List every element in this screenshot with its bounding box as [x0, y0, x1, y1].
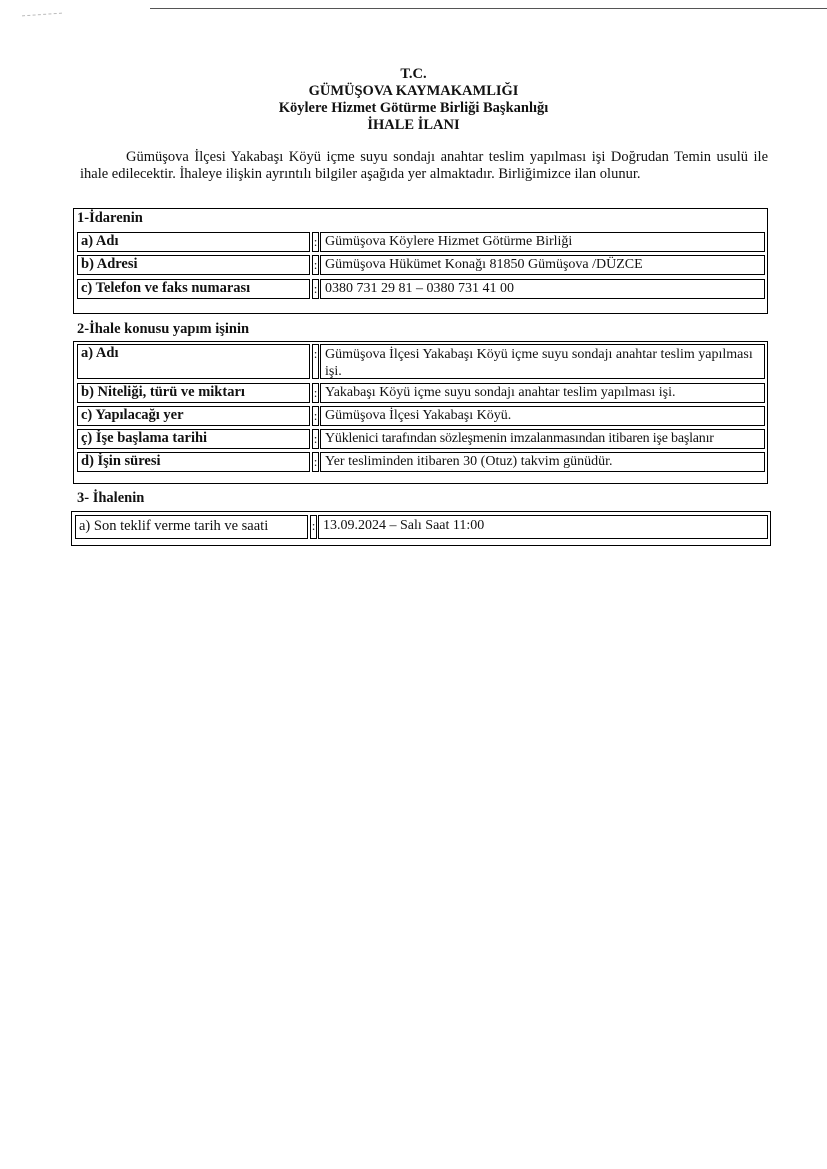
row-value: Yüklenici tarafından sözleşmenin imzalanmasından itibaren işe başlanır [320, 429, 765, 449]
row-label: ç) İşe başlama tarihi [77, 429, 310, 449]
section3-table [71, 511, 771, 546]
row-label: a) Adı [77, 232, 310, 252]
table-row [77, 232, 765, 252]
section2-table [73, 341, 768, 484]
table-row [77, 452, 765, 472]
table-row [77, 406, 765, 426]
table-row [77, 344, 765, 379]
row-colon: : [312, 406, 319, 426]
row-value: Yer tesliminden itibaren 30 (Otuz) takvim günüdür. [320, 452, 765, 472]
row-value: Gümüşova İlçesi Yakabaşı Köyü. [320, 406, 765, 426]
row-colon: : [312, 429, 319, 449]
scan-artifact [22, 13, 62, 17]
header-ihale-ilani: İHALE İLANI [367, 117, 460, 133]
header-kaymakamlik: GÜMÜŞOVA KAYMAKAMLIĞI [308, 83, 519, 99]
row-colon: : [312, 279, 319, 299]
intro-text: Gümüşova İlçesi Yakabaşı Köyü içme suyu sondajı anahtar teslim yapılması işi Doğrudan Temin usulü ile ihale edilecektir. İhaleye ilişkin ayrıntılı bilgiler aşağıda yer almaktadır. Birliğimizce ilan olunur. [80, 149, 768, 182]
scan-top-border [150, 8, 827, 9]
row-value: Gümüşova Hükümet Konağı 81850 Gümüşova /DÜZCE [320, 255, 765, 275]
row-colon: : [310, 515, 317, 539]
row-value: Gümüşova İlçesi Yakabaşı Köyü içme suyu sondajı anahtar teslim yapılması işi. [320, 344, 765, 379]
row-colon: : [312, 232, 319, 252]
row-label: c) Yapılacağı yer [77, 406, 310, 426]
row-value: Yakabaşı Köyü içme suyu sondajı anahtar teslim yapılması işi. [320, 383, 765, 403]
section2-title: 2-İhale konusu yapım işinin [77, 321, 250, 337]
table-row [77, 429, 765, 449]
section3-title: 3- İhalenin [77, 490, 145, 506]
row-value: 13.09.2024 – Salı Saat 11:00 [318, 515, 768, 539]
table-row [77, 255, 765, 275]
section1-table [73, 208, 768, 314]
section1-title: 1-İdarenin [77, 210, 143, 226]
row-colon: : [312, 383, 319, 403]
row-label: a) Son teklif verme tarih ve saati [75, 515, 308, 539]
table-row [77, 383, 765, 403]
row-label: a) Adı [77, 344, 310, 379]
row-value: Gümüşova Köylere Hizmet Götürme Birliği [320, 232, 765, 252]
table-row [75, 515, 768, 539]
row-value: 0380 731 29 81 – 0380 731 41 00 [320, 279, 765, 299]
row-label: d) İşin süresi [77, 452, 310, 472]
intro-paragraph [80, 149, 768, 183]
row-label: b) Niteliği, türü ve miktarı [77, 383, 310, 403]
row-label: c) Telefon ve faks numarası [77, 279, 310, 299]
row-colon: : [312, 452, 319, 472]
row-colon: : [312, 255, 319, 275]
row-colon: : [312, 344, 319, 379]
header-birlik: Köylere Hizmet Götürme Birliği Başkanlığı [278, 100, 549, 116]
row-label: b) Adresi [77, 255, 310, 275]
table-row [77, 279, 765, 299]
header-tc: T.C. [400, 66, 427, 82]
document-header [0, 66, 827, 134]
